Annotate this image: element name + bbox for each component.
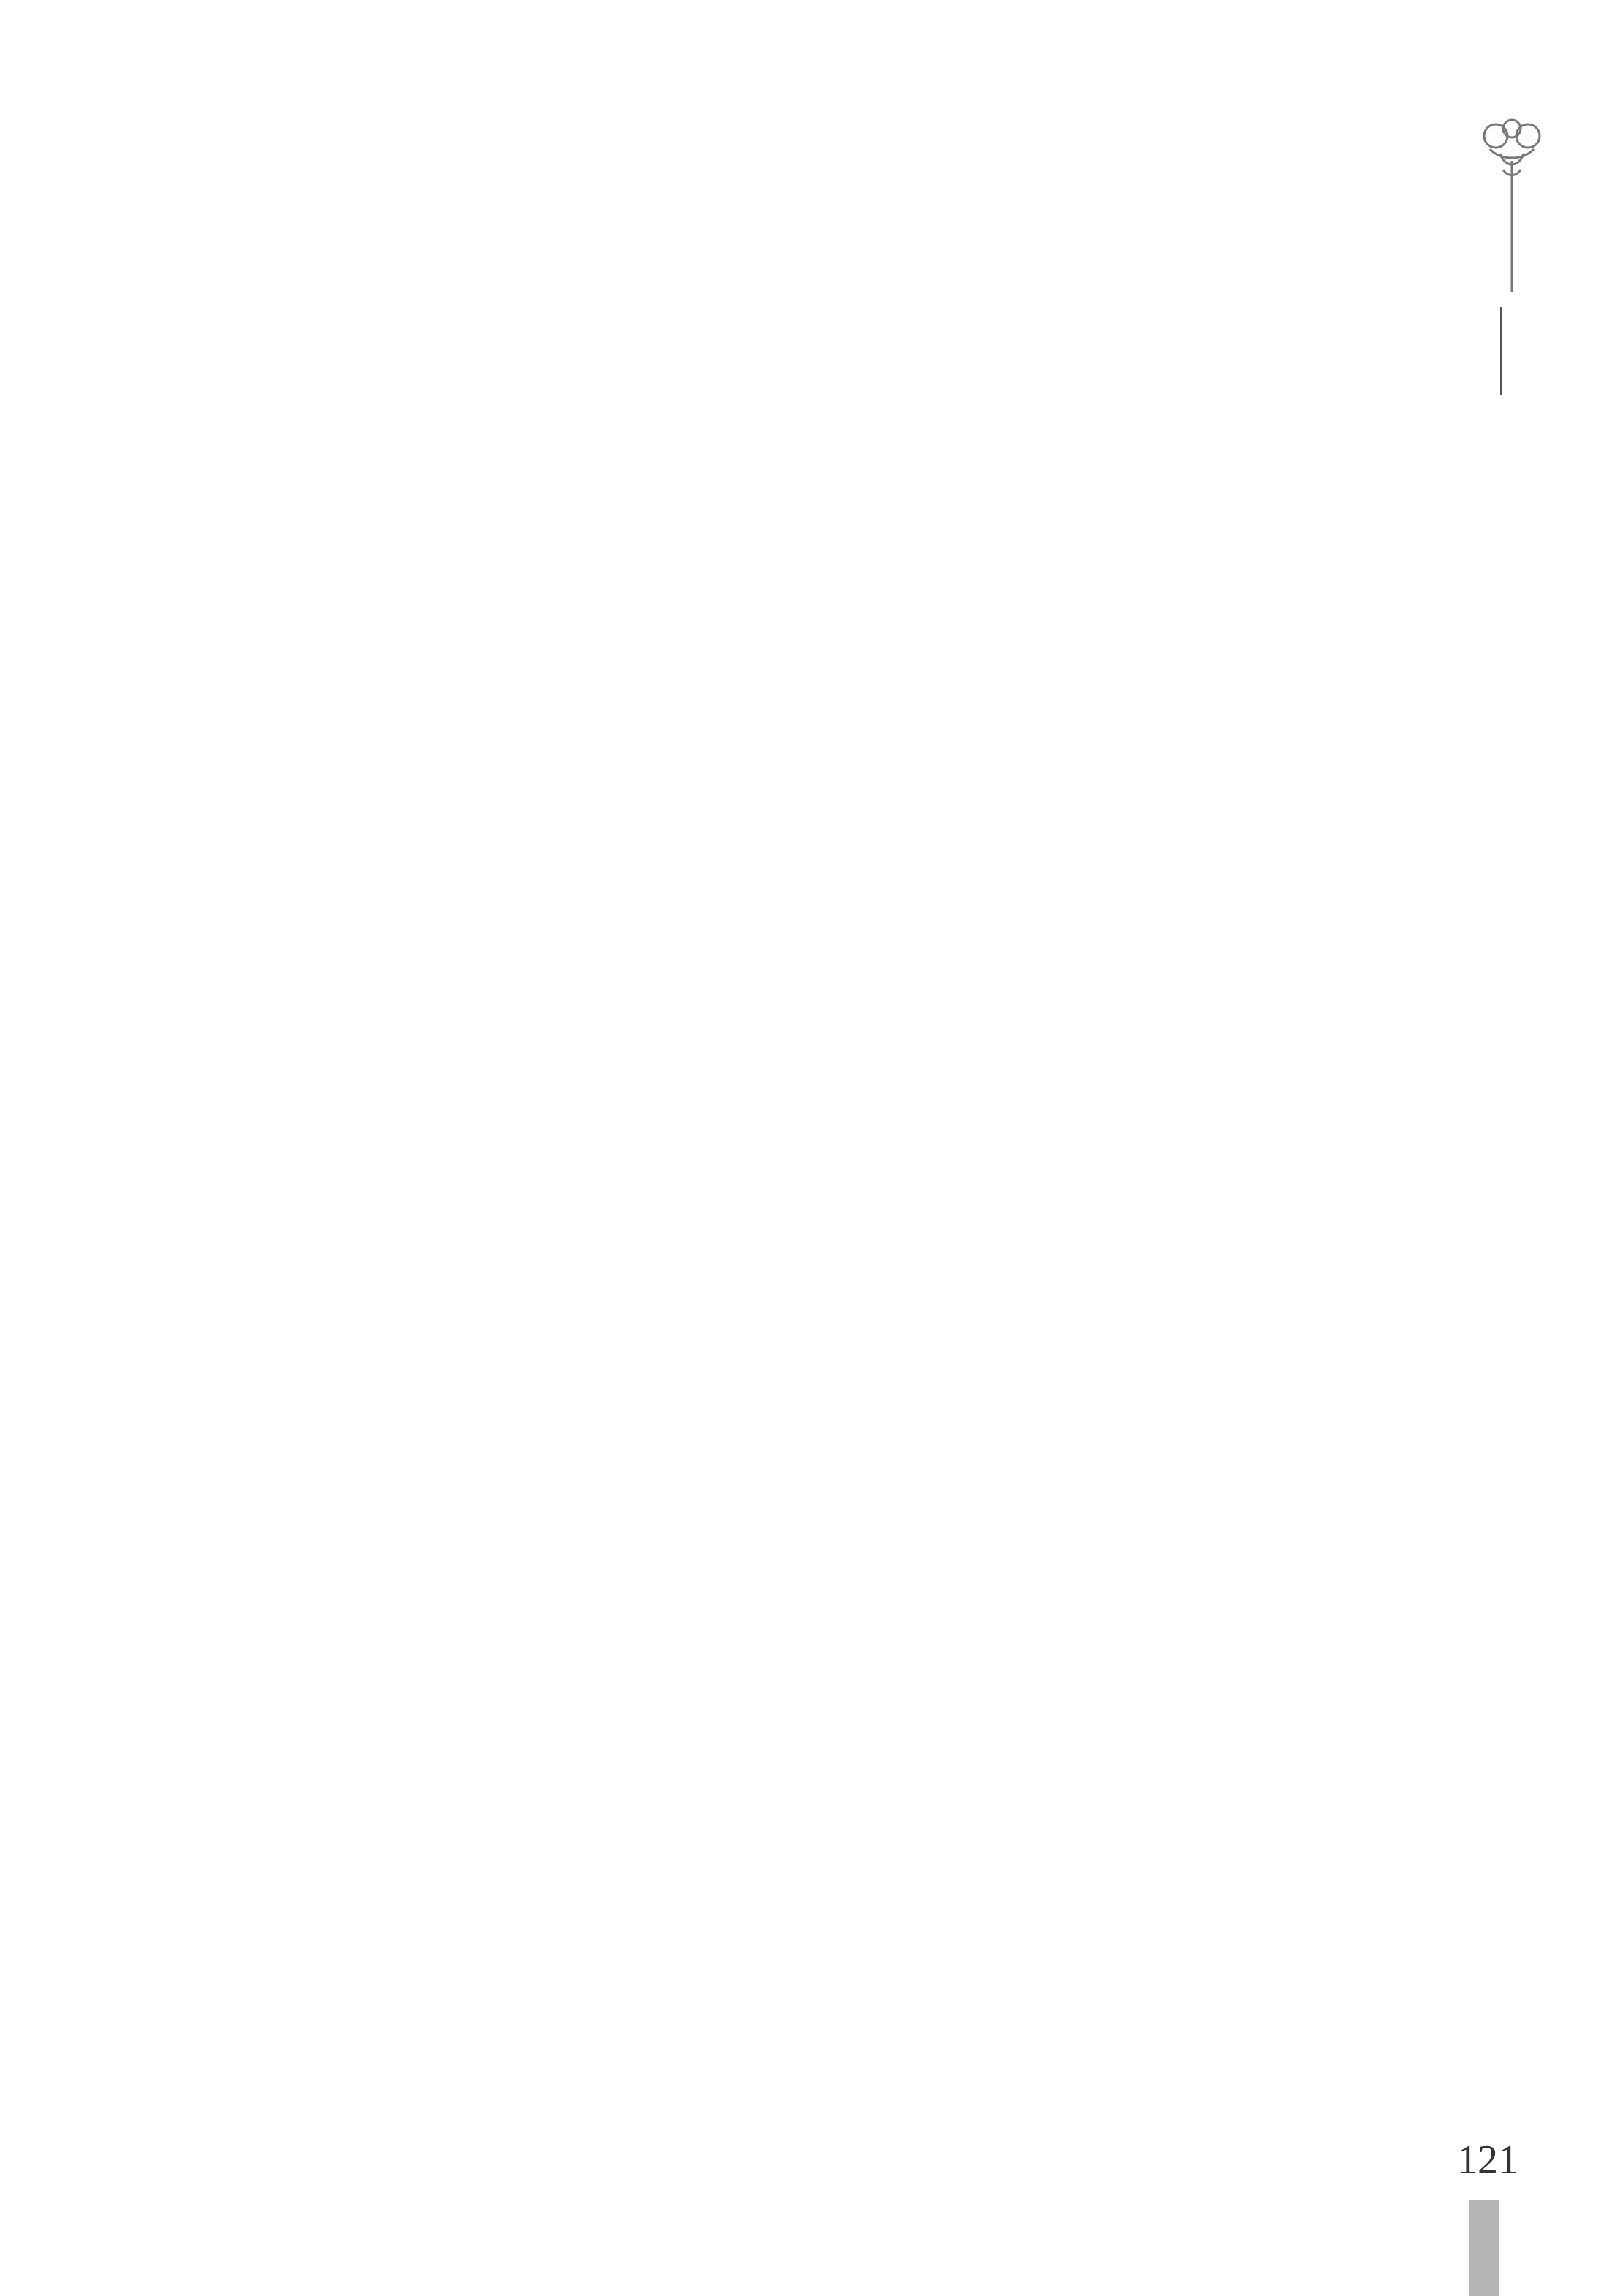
text-column [309, 238, 353, 2043]
running-header-title [1484, 417, 1521, 1031]
text-column [248, 238, 292, 2043]
page-edge-tab [1469, 2200, 1499, 2296]
text-column [555, 238, 599, 2043]
header-rule [1500, 307, 1502, 395]
text-column [616, 238, 660, 2043]
text-column [862, 238, 906, 2043]
page-number: 121 [1457, 2137, 1518, 2183]
text-column [371, 238, 415, 2043]
running-header [1469, 110, 1557, 1031]
text-column [186, 238, 230, 2043]
text-column [493, 238, 537, 2043]
text-column [678, 238, 722, 2043]
text-column [801, 238, 844, 2043]
text-column [739, 238, 783, 2043]
text-column [432, 238, 476, 2043]
floral-ornament-icon [1475, 110, 1548, 300]
text-column [923, 238, 967, 2043]
body-text-block [186, 238, 1415, 2043]
